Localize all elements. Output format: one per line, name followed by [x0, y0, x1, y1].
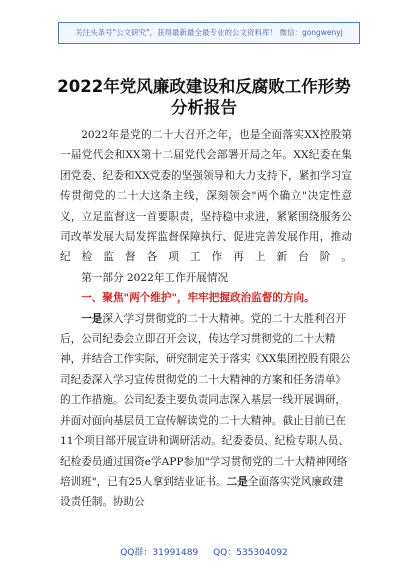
paragraph-1-lead: 一是	[81, 312, 103, 325]
paragraph-1-lead-2: 二是	[226, 475, 248, 488]
paragraph-1	[60, 309, 352, 513]
section-heading: 一、聚焦"两个维护"，牢牢把握政治监督的方向。	[81, 292, 315, 305]
page-footer	[0, 545, 408, 558]
paragraph-1-body: 深入学习贯彻党的二十大精神。党的二十大胜利召开后，公司纪委会立即召开会议，传达学习贯彻党的二十大精神，并结合工作实际，研究制定关于落实《XX集团控股有限公司纪委深入学习宣传贯彻党的二十大精神的方案和任务清单》的工作措施。公司纪委主要负责同志深入基层一线开展调研，并面对面向基层员工宣传解读党的二十大精神。截止目前已在11个项目部开展宣讲和调研活动。纪委委员、纪检专职人员、纪检委员通过国资e学APP参加"学习贯彻党的二十大精神网络培训班"，已有25人拿到结业证书。	[60, 312, 351, 488]
paragraph-1-tail: 全面落实党风廉政建设责任制。协助公	[60, 475, 344, 509]
document-body	[60, 125, 352, 513]
document-title-line-2: 分析报告	[171, 98, 237, 117]
intro-paragraph: 2022年是党的二十大召开之年，也是全面落实XX控股第一届党代会和XX第十二届党代会部署开局之年。XX纪委在集团党委、纪委和XX党委的坚强领导和大力支持下，紧扣学习宣传贯彻党的二十大这条主线，深刻领会"两个确立"决定性意义，立足监督这一首要职责，坚持稳中求进，紧紧围绕服务公司改革发展大局发挥监督保障执行、促进完善发展作用，推动纪检监督各项工作再上新台阶。	[60, 129, 352, 264]
document-title-line-1: 2022年党风廉政建设和反腐败工作形势	[57, 77, 351, 96]
part-heading: 第一部分 2022年工作开展情况	[81, 271, 229, 284]
header-banner: 关注头条号"公文研究"，获得最新最全最专业的公文资料库！ 微信：gongwenyj	[58, 22, 360, 44]
footer-qq-group: QQ群：31991489	[120, 548, 199, 558]
footer-qq: QQ：535304092	[213, 548, 288, 558]
